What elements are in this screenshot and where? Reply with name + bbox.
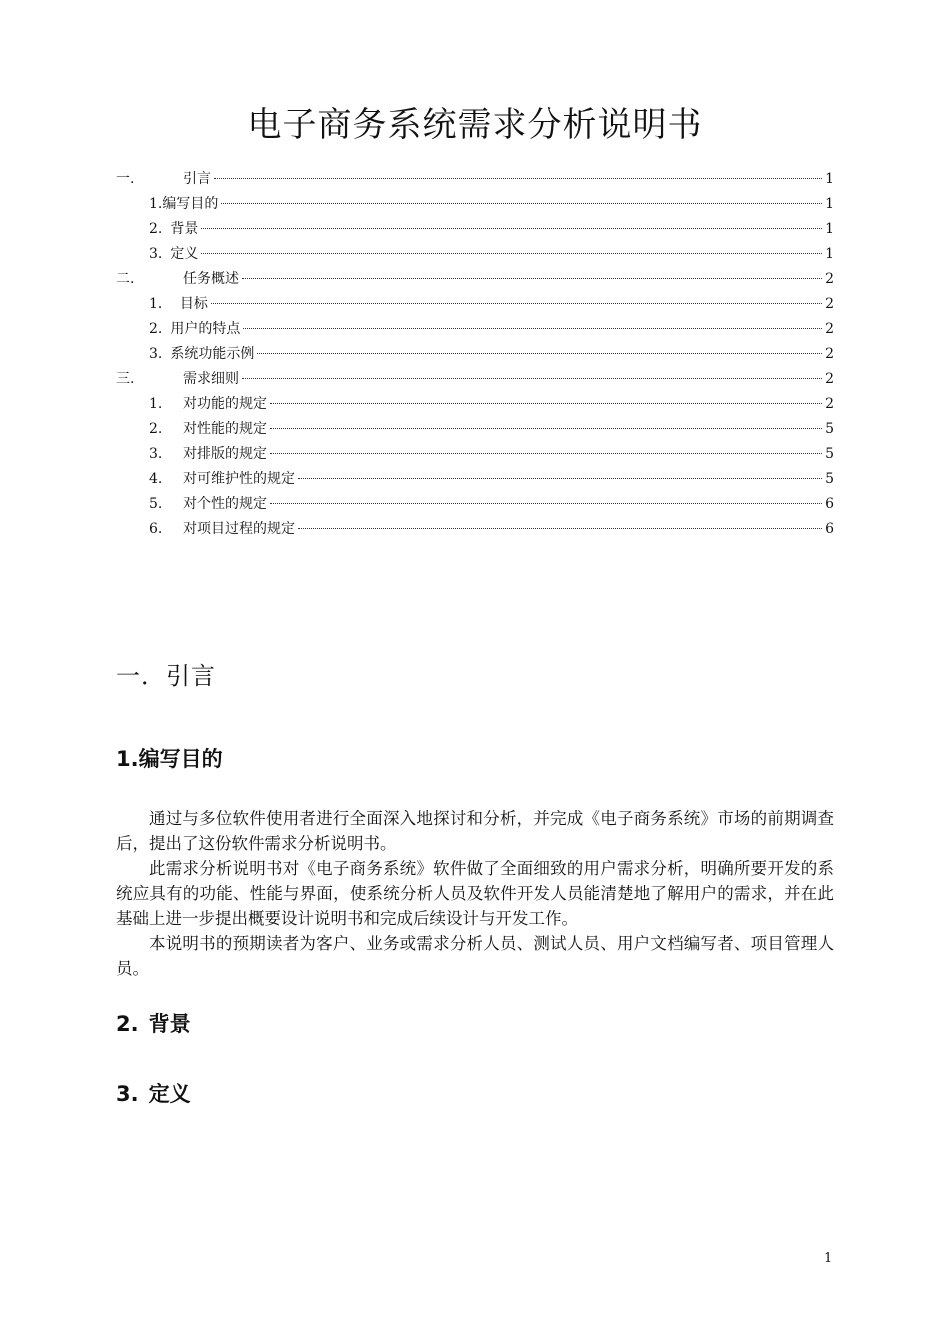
subsection-number: 2. bbox=[116, 1012, 139, 1036]
toc-dot-leader bbox=[201, 253, 822, 254]
subsection-heading-background bbox=[116, 1009, 191, 1039]
toc-entry-number: 3. bbox=[149, 346, 163, 362]
toc-entry-number: 三. bbox=[116, 371, 135, 387]
page-number: 1 bbox=[824, 1251, 833, 1266]
toc-entry-page: 2 bbox=[825, 346, 834, 362]
toc-entry-page: 6 bbox=[825, 496, 834, 512]
toc-entry-page: 5 bbox=[825, 421, 834, 437]
toc-entry-page: 1 bbox=[825, 171, 834, 187]
toc-entry-page: 2 bbox=[825, 321, 834, 337]
toc-entry-page: 2 bbox=[825, 371, 834, 387]
section-heading-introduction: 一．引言 bbox=[116, 662, 216, 690]
toc-entry-number: 5. bbox=[149, 496, 163, 512]
subsection-title: 背景 bbox=[148, 1012, 191, 1036]
toc-dot-leader bbox=[298, 478, 822, 479]
table-of-contents bbox=[116, 167, 834, 542]
toc-dot-leader bbox=[243, 328, 822, 329]
toc-entry-title: 定义 bbox=[170, 246, 199, 262]
toc-entry-number: 6. bbox=[149, 521, 163, 537]
toc-dot-leader bbox=[242, 278, 822, 279]
toc-entry[interactable] bbox=[116, 417, 834, 442]
toc-entry-page: 1 bbox=[825, 196, 834, 212]
toc-entry[interactable] bbox=[116, 317, 834, 342]
toc-dot-leader bbox=[270, 453, 822, 454]
toc-entry-title: 背景 bbox=[170, 221, 199, 237]
toc-entry[interactable] bbox=[116, 442, 834, 467]
toc-entry-page: 2 bbox=[825, 296, 834, 312]
toc-dot-leader bbox=[270, 503, 822, 504]
toc-dot-leader bbox=[201, 228, 822, 229]
toc-entry-title: 对个性的规定 bbox=[183, 496, 267, 512]
toc-entry[interactable] bbox=[116, 392, 834, 417]
toc-entry-number: 2. bbox=[149, 221, 163, 237]
document-title: 电子商务系统需求分析说明书 bbox=[247, 105, 703, 145]
toc-entry-page: 6 bbox=[825, 521, 834, 537]
toc-entry-page: 1 bbox=[825, 221, 834, 237]
toc-entry-title: 系统功能示例 bbox=[170, 346, 255, 362]
toc-dot-leader bbox=[211, 303, 822, 304]
toc-entry[interactable] bbox=[116, 492, 834, 517]
paragraph: 通过与多位软件使用者进行全面深入地探讨和分析，并完成《电子商务系统》市场的前期调查后，提出了这份软件需求分析说明书。 bbox=[116, 809, 834, 853]
toc-dot-leader bbox=[270, 403, 822, 404]
toc-dot-leader bbox=[257, 353, 822, 354]
toc-dot-leader bbox=[214, 178, 822, 179]
toc-entry[interactable] bbox=[116, 267, 834, 292]
purpose-body bbox=[116, 806, 834, 981]
paragraph: 本说明书的预期读者为客户、业务或需求分析人员、测试人员、用户文档编写者、项目管理人员。 bbox=[116, 934, 834, 978]
toc-dot-leader bbox=[242, 378, 822, 379]
toc-entry-title: 编写目的 bbox=[162, 196, 219, 212]
toc-entry-page: 5 bbox=[825, 446, 834, 462]
subsection-number: 1. bbox=[116, 747, 139, 771]
toc-entry-number: 二. bbox=[116, 271, 135, 287]
toc-entry[interactable] bbox=[116, 342, 834, 367]
toc-entry[interactable] bbox=[116, 167, 834, 192]
toc-entry-number: 1. bbox=[149, 396, 163, 412]
toc-entry-number: 3. bbox=[149, 246, 163, 262]
toc-entry-title: 对性能的规定 bbox=[183, 421, 267, 437]
toc-entry-number: 3. bbox=[149, 446, 163, 462]
toc-entry-title: 引言 bbox=[183, 171, 211, 187]
toc-entry-number: 1. bbox=[149, 196, 163, 212]
toc-entry-title: 对项目过程的规定 bbox=[183, 521, 295, 537]
toc-entry-page: 2 bbox=[825, 396, 834, 412]
toc-entry-number: 一. bbox=[116, 171, 135, 187]
toc-entry-number: 4. bbox=[149, 471, 163, 487]
toc-entry-title: 目标 bbox=[179, 296, 208, 312]
toc-entry-number: 1． bbox=[149, 296, 172, 312]
toc-entry[interactable] bbox=[116, 217, 834, 242]
toc-entry-title: 对排版的规定 bbox=[183, 446, 267, 462]
toc-dot-leader bbox=[270, 428, 822, 429]
toc-entry[interactable] bbox=[116, 292, 834, 317]
toc-entry[interactable] bbox=[116, 242, 834, 267]
toc-entry-title: 需求细则 bbox=[183, 371, 239, 387]
toc-entry[interactable] bbox=[116, 517, 834, 542]
subsection-number: 3. bbox=[116, 1082, 139, 1106]
toc-dot-leader bbox=[221, 203, 822, 204]
toc-entry-title: 任务概述 bbox=[183, 271, 239, 287]
toc-dot-leader bbox=[298, 528, 822, 529]
subsection-title: 编写目的 bbox=[138, 747, 223, 771]
subsection-title: 定义 bbox=[148, 1082, 191, 1106]
toc-entry[interactable] bbox=[116, 192, 834, 217]
subsection-heading-purpose bbox=[116, 744, 223, 774]
toc-entry-page: 2 bbox=[825, 271, 834, 287]
paragraph: 此需求分析说明书对《电子商务系统》软件做了全面细致的用户需求分析，明确所要开发的系统应具有的功能、性能与界面，使系统分析人员及软件开发人员能清楚地了解用户的需求，并在此基础上进一步提出概要设计说明书和完成后续设计与开发工作。 bbox=[116, 859, 834, 928]
toc-entry-number: 2. bbox=[149, 421, 163, 437]
toc-entry-number: 2. bbox=[149, 321, 163, 337]
subsection-heading-definitions bbox=[116, 1079, 191, 1109]
toc-entry-title: 用户的特点 bbox=[170, 321, 241, 337]
toc-entry[interactable] bbox=[116, 467, 834, 492]
toc-entry[interactable] bbox=[116, 367, 834, 392]
toc-entry-title: 对可维护性的规定 bbox=[183, 471, 295, 487]
toc-entry-title: 对功能的规定 bbox=[183, 396, 267, 412]
toc-entry-page: 5 bbox=[825, 471, 834, 487]
toc-entry-page: 1 bbox=[825, 246, 834, 262]
